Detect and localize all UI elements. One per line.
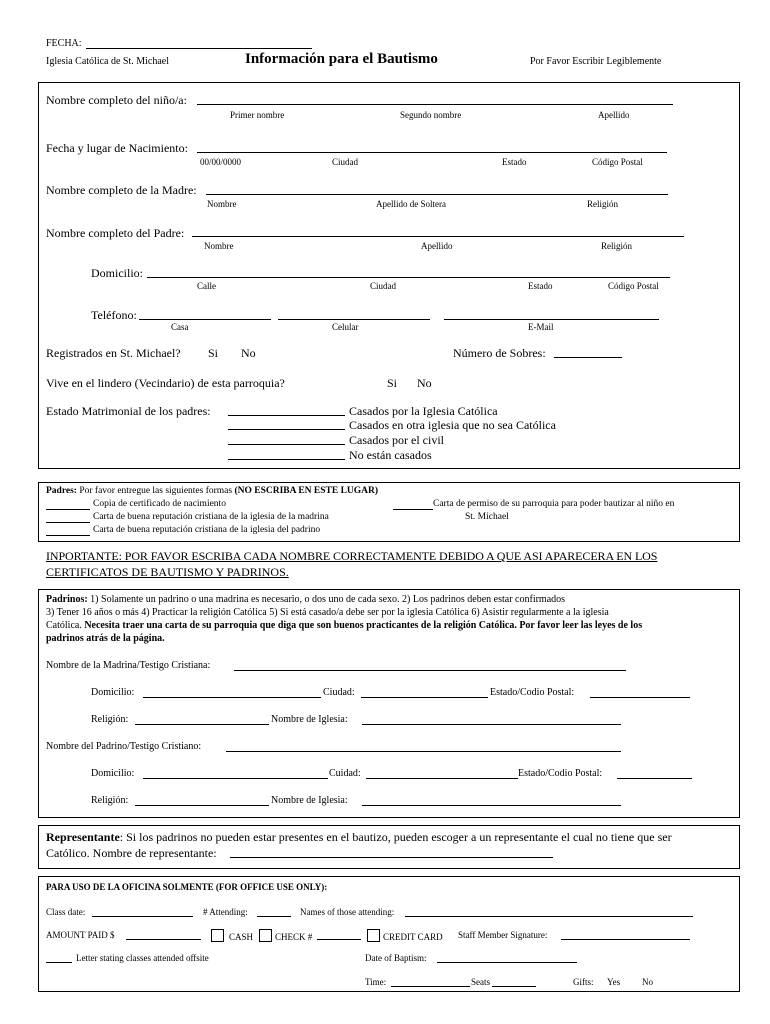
birth-label: Fecha y lugar de Nacimiento: (46, 141, 188, 155)
godfather-address-field[interactable] (143, 778, 328, 779)
godmother-address-field[interactable] (143, 697, 321, 698)
mother-name-label: Nombre completo de la Madre: (46, 183, 197, 197)
birth-field[interactable] (197, 152, 667, 153)
godparents-rules-line1 (46, 594, 565, 605)
class-date-field[interactable] (92, 916, 193, 917)
cell-phone-field[interactable] (278, 319, 430, 320)
representative-line1 (46, 830, 672, 845)
parish-permission-check[interactable] (393, 509, 433, 510)
child-first-name-caption: Primer nombre (230, 110, 285, 120)
marital-option-1-field[interactable] (228, 415, 345, 416)
class-date-label: Class date: (46, 907, 86, 917)
amount-paid-label: AMOUNT PAID $ (46, 930, 115, 940)
names-attending-label: Names of those attending: (300, 907, 395, 917)
registered-no[interactable]: No (241, 346, 256, 360)
godfather-letter-check[interactable] (46, 535, 90, 536)
godparents-rules-line4: padrinos atrás de la página. (46, 633, 165, 644)
godmother-state-label: Estado/Codio Postal: (490, 687, 575, 698)
boundary-no[interactable]: No (417, 376, 432, 390)
cell-caption: Celular (332, 322, 359, 332)
godmother-church-field[interactable] (362, 724, 621, 725)
seats-label: Seats (471, 977, 490, 987)
father-religion-caption: Religión (601, 241, 632, 251)
representative-name-field[interactable] (230, 857, 553, 858)
home-phone-field[interactable] (139, 319, 271, 320)
baptism-date-label: Date of Baptism: (365, 953, 427, 963)
representative-text1: : Si los padrinos no pueden estar presentes en el bautizo, pueden escoger a un representante el cual no tiene que ser (119, 830, 672, 844)
church-name: Iglesia Católica de St. Michael (46, 56, 170, 67)
cash-label: CASH (229, 932, 254, 942)
attending-field[interactable] (257, 916, 291, 917)
child-last-name-caption: Apellido (598, 110, 630, 120)
godfather-city-field[interactable] (366, 778, 518, 779)
time-label: Time: (365, 977, 387, 987)
city-caption: Ciudad (370, 281, 396, 291)
mother-maiden-caption: Apellido de Soltera (376, 199, 446, 209)
godfather-state-field[interactable] (617, 778, 692, 779)
marital-option-4: No están casados (349, 448, 432, 462)
godfather-letter-item: Carta de buena reputación cristiana de la iglesia del padrino (93, 525, 321, 535)
check-option[interactable] (259, 929, 312, 942)
attending-label: # Attending: (203, 907, 248, 917)
mother-religion-caption: Religión (587, 199, 618, 209)
check-number-field[interactable] (317, 939, 361, 940)
birth-city-caption: Ciudad (332, 157, 358, 167)
godparents-letter-requirement: Necesita traer una carta de su parroquia que diga que son buenos practicantes de la religión Católica. Por favor leer las leyes de los (84, 620, 643, 631)
gifts-no[interactable]: No (642, 977, 653, 987)
godfather-religion-label: Religión: (91, 795, 129, 806)
baptism-date-field[interactable] (437, 962, 577, 963)
parents-heading: Padres: (46, 486, 77, 496)
email-caption: E-Mail (528, 322, 554, 332)
godparents-rules-text3: Católica. (46, 620, 85, 631)
birth-cert-item: Copia de certificado de nacimiento (93, 499, 226, 509)
credit-card-checkbox[interactable] (367, 929, 380, 942)
fecha-field[interactable] (86, 48, 312, 49)
godmother-state-field[interactable] (590, 697, 690, 698)
important-notice-line1: INPORTANTE: POR FAVOR ESCRIBA CADA NOMBRE CORRECTAMENTE DEBIDO A QUE ASI APARECERA EN LOS (46, 549, 658, 563)
address-label: Domicilio: (91, 266, 143, 280)
child-name-label: Nombre completo del niño/a: (46, 93, 187, 107)
father-name-field[interactable] (192, 236, 684, 237)
birth-cert-check[interactable] (46, 509, 90, 510)
birth-state-caption: Estado (502, 157, 527, 167)
marital-option-4-field[interactable] (228, 459, 345, 460)
child-middle-name-caption: Segundo nombre (400, 110, 462, 120)
amount-paid-field[interactable] (126, 939, 201, 940)
credit-card-option[interactable] (367, 929, 443, 942)
godfather-name-field[interactable] (226, 751, 621, 752)
legible-note: Por Favor Escribir Legiblemente (530, 56, 662, 67)
mother-name-field[interactable] (206, 194, 668, 195)
names-attending-field[interactable] (405, 916, 693, 917)
parish-permission-item-cont: St. Michael (465, 512, 509, 522)
godfather-religion-field[interactable] (135, 805, 269, 806)
godmother-name-field[interactable] (234, 670, 626, 671)
cash-option[interactable] (211, 929, 253, 942)
godfather-church-label: Nombre de Iglesia: (271, 795, 348, 806)
staff-signature-field[interactable] (561, 939, 690, 940)
parents-instructions (46, 486, 378, 496)
representative-label: Católico. Nombre de representante: (46, 846, 217, 860)
address-field[interactable] (147, 277, 670, 278)
father-name-label: Nombre completo del Padre: (46, 226, 185, 240)
godparents-rules-line3 (46, 620, 642, 631)
godmother-religion-label: Religión: (91, 714, 129, 725)
parents-text: Por favor entregue las siguientes formas (76, 486, 235, 496)
home-caption: Casa (171, 322, 189, 332)
godmother-city-field[interactable] (361, 697, 488, 698)
office-use-title: PARA USO DE LA OFICINA SOLMENTE (FOR OFFICE USE ONLY): (46, 882, 328, 892)
godfather-city-label: Cuidad: (329, 768, 361, 779)
offsite-letter-label: Letter stating classes attended offsite (76, 953, 209, 963)
godmother-address-label: Domicilio: (91, 687, 135, 698)
seats-field[interactable] (492, 986, 536, 987)
marital-label: Estado Matrimonial de los padres: (46, 404, 211, 418)
godfather-state-label: Estado/Codio Postal: (518, 768, 603, 779)
godparents-rules-text1: 1) Solamente un padrino o una madrina es necesario, o dos uno de cada sexo. 2) Los padrinos deben estar confirmados (87, 594, 566, 605)
godmother-letter-check[interactable] (46, 522, 90, 523)
phone-label: Teléfono: (91, 308, 137, 322)
page-title: Información para el Bautismo (245, 51, 438, 67)
godfather-church-field[interactable] (362, 805, 621, 806)
representative-heading: Representante (46, 830, 120, 844)
marital-option-3: Casados por el civil (349, 433, 444, 447)
birth-zip-caption: Código Postal (592, 157, 643, 167)
street-caption: Calle (197, 281, 216, 291)
check-label: CHECK # (275, 932, 313, 942)
godmother-religion-field[interactable] (135, 724, 269, 725)
marital-option-2-field[interactable] (228, 429, 345, 430)
child-name-field[interactable] (197, 104, 673, 105)
envelopes-field[interactable] (554, 357, 622, 358)
marital-option-1: Casados por la Iglesia Católica (349, 404, 498, 418)
father-first-caption: Nombre (204, 241, 234, 251)
marital-option-3-field[interactable] (228, 444, 345, 445)
time-field[interactable] (391, 986, 470, 987)
staff-signature-label: Staff Member Signature: (458, 930, 548, 940)
godfather-address-label: Domicilio: (91, 768, 135, 779)
boundary-label: Vive en el lindero (Vecindario) de esta parroquia? (46, 376, 285, 390)
godmother-city-label: Ciudad: (323, 687, 355, 698)
parish-permission-item: Carta de permiso de su parroquia para poder bautizar al niño en (433, 499, 675, 509)
gifts-label: Gifts: (573, 977, 594, 987)
boundary-yes[interactable]: Si (387, 376, 398, 390)
godparents-rules-line2: 3) Tener 16 años o más 4) Practicar la religión Católica 5) Si está casado/a debe ser por la iglesia Católica 6) Asistir regularmente a la iglesia (46, 607, 609, 618)
gifts-yes[interactable]: Yes (607, 977, 621, 987)
mother-first-caption: Nombre (207, 199, 237, 209)
godfather-name-label: Nombre del Padrino/Testigo Cristiano: (46, 741, 202, 752)
credit-card-label: CREDIT CARD (383, 932, 443, 942)
state-caption: Estado (528, 281, 553, 291)
registered-yes[interactable]: Si (208, 346, 219, 360)
godmother-church-label: Nombre de Iglesia: (271, 714, 348, 725)
godmother-letter-item: Carta de buena reputación cristiana de la iglesia de la madrina (93, 512, 329, 522)
offsite-letter-check[interactable] (46, 962, 72, 963)
father-last-caption: Apellido (421, 241, 453, 251)
fecha-label: FECHA: (46, 38, 82, 49)
envelopes-label: Número de Sobres: (453, 346, 546, 360)
zip-caption: Código Postal (608, 281, 659, 291)
registered-label: Registrados en St. Michael? (46, 346, 181, 360)
birth-date-caption: 00/00/0000 (200, 157, 242, 167)
do-not-write-note: (NO ESCRIBA EN ESTE LUGAR) (234, 486, 379, 496)
marital-option-2: Casados en otra iglesia que no sea Católica (349, 418, 556, 432)
email-field[interactable] (444, 319, 659, 320)
cash-checkbox[interactable] (211, 929, 224, 942)
check-checkbox[interactable] (259, 929, 272, 942)
important-notice-line2: CERTIFICATOS DE BAUTISMO Y PADRINOS. (46, 565, 289, 579)
godparents-heading: Padrinos: (46, 594, 88, 605)
godmother-name-label: Nombre de la Madrina/Testigo Cristiana: (46, 660, 211, 671)
